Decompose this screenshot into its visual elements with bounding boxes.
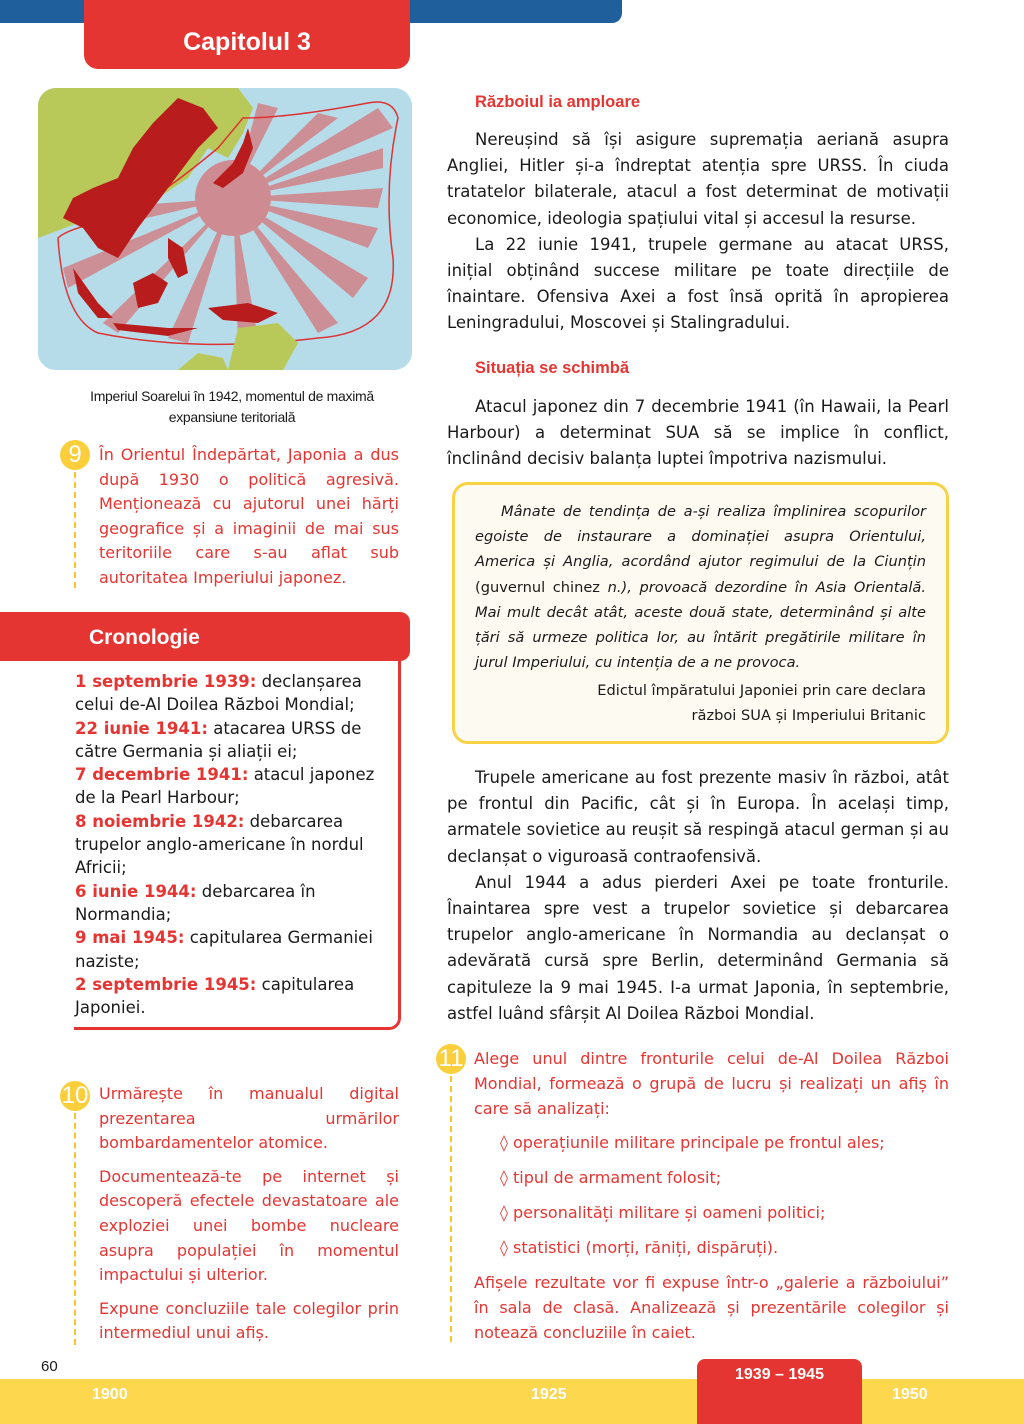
chronology-title: Cronologie [0,612,410,661]
section-3-body [447,765,949,1027]
task-dashed-line [74,1113,76,1345]
task-11-bullet-list [500,1130,949,1260]
quote-source-line: război SUA și Imperiului Britanic [691,707,926,725]
bullet-item [500,1200,949,1225]
body-paragraph: Anul 1944 a adus pierderi Axei pe toate fronturile. Înaintarea spre vest a trupelor sovietice și debarcarea trupelor anglo-americane în Normandia au declanșat o adevărată cursă spre Berlin, determinând Germania să capituleze la 9 mai 1945. I-a urmat Japonia, în septembrie, astfel luând sfârșit Al Doilea Război Mondial. [447,872,949,1023]
diamond-bullet-icon: ◊ [500,1203,508,1222]
chronology-item [75,926,393,973]
chronology-item [75,810,393,880]
timeline-year: 1900 [92,1386,128,1403]
timeline-bar [0,1379,1024,1424]
timeline-year: 1925 [531,1386,567,1403]
chronology-item [75,763,393,810]
chronology-date: 22 iunie 1941: [75,718,208,738]
task-11-outro: Afișele rezultate vor fi expuse într-o „galerie a războiului” în sala de clasă. Analizează și prezentările colegilor și notează concluziile în caiet. [474,1273,949,1342]
historical-source-quote [452,482,949,744]
chronology-list [75,670,393,1019]
task-10-paragraph: Documentează-te pe internet și descoperă efectele devastatoare ale exploziei unei bombe nucleare asupra populației în momentul impactului și ulterior. [99,1166,399,1285]
diamond-bullet-icon: ◊ [500,1133,508,1152]
task-9-text: În Orientul Îndepărtat, Japonia a dus după 1930 o politică agresivă. Menționează cu ajutorul unei hărți geografice și a imaginii de mai sus teritoriile care s-au aflat sub autoritatea Imperiului japonez. [99,445,399,587]
chronology-event: atacarea URSS de către Germania și aliații ei; [75,718,362,761]
section-heading: Războiul ia amploare [475,93,641,111]
body-paragraph: Nereușind să își asigure supremația aeriană asupra Angliei, Hitler și-a îndreptat atenția spre URSS. În ciuda tratatelor bilaterale, atacul a fost determinat de motivații economice, ideologia spațiului vital și accesul la resurse. [447,130,949,228]
chronology-border [398,661,401,1017]
task-dashed-line [74,472,76,588]
diamond-bullet-icon: ◊ [500,1168,508,1187]
task-dashed-line [450,1076,452,1342]
map-caption-line: expansiune teritorială [168,409,296,425]
task-number-badge: 9 [60,440,90,470]
chronology-item [75,973,393,1020]
bullet-item [500,1130,949,1155]
section-1-body [447,127,949,337]
chronology-event: capitularea Germaniei naziste; [75,928,373,971]
task-10 [99,1082,399,1346]
task-11-intro: Alege unul dintre fronturile celui de-Al Doilea Război Mondial, formează o grupă de lucru și realizați un afiș în care să analizați: [474,1049,949,1118]
chronology-item [75,717,393,764]
task-10-paragraph: Urmărește în manualul digital prezentarea urmărilor bombardamentelor atomice. [99,1084,399,1153]
task-9 [99,443,399,591]
quote-fragment: n. [607,578,622,596]
quote-source-line: Edictul împăratului Japoniei prin care declara [597,682,926,700]
body-paragraph: Atacul japonez din 7 decembrie 1941 (în Hawaii, la Pearl Harbour) a determinat SUA să se implice în conflict, înclinând decisiv balanța luptei împotriva nazismului. [447,397,949,469]
bullet-text: personalități militare și oameni politici; [513,1203,826,1222]
chronology-event: atacul japonez de la Pearl Harbour; [75,765,375,808]
quote-fragment: ), provoacă dezordine în Asia Orientală. Mai mult decât atât, aceste două state, determinând și alte țări să urmeze politica lor, au întărit pregătirile militare în jurul Imperiului, cu intenția de a ne provoca. [475,578,926,672]
task-11 [474,1046,949,1345]
quote-fragment: Mânate de tendința de a-și realiza împlinirea scopurilor egoiste de instaurare a dominației asupra Orientului, America și Anglia, acordând ajutor regimului de la Ciunțin [475,503,926,571]
task-number-badge: 10 [61,1082,89,1109]
body-paragraph: Trupele americane au fost prezente masiv în război, atât pe frontul din Pacific, cât și în Europa. În același timp, armatele sovietice au reușit să respingă atacul german și au declanșat o viguroasă contraofensivă. [447,768,949,866]
chapter-title: Capitolul 3 [84,0,410,69]
map-caption-line: Imperiul Soarelui în 1942, momentul de maximă [90,388,374,404]
chronology-date: 9 mai 1945: [75,928,185,948]
timeline-current-period: 1939 – 1945 [697,1359,862,1424]
bullet-item [500,1235,949,1260]
map-caption [62,386,402,428]
chronology-date: 2 septembrie 1945: [75,974,257,994]
chronology-date: 8 noiembrie 1942: [75,811,245,831]
section-heading: Situația se schimbă [475,359,630,377]
chronology-event: declanșarea celui de-Al Doilea Război Mondial; [75,672,362,715]
bullet-text: tipul de armament folosit; [513,1168,722,1187]
chronology-date: 1 septembrie 1939: [75,672,257,691]
map-japanese-empire-icon [38,88,412,370]
task-number-badge: 11 [436,1044,466,1074]
page-number: 60 [41,1358,58,1375]
quote-text [475,499,926,675]
chronology-item [75,670,393,717]
body-paragraph: La 22 iunie 1941, trupele germane au atacat URSS, inițial obținând succese militare pe toate direcțiile de înaintare. Ofensiva Axei a fost însă oprită în apropierea Leningradului, Moscovei și Stalingradului. [447,234,949,333]
task-10-paragraph: Expune concluziile tale colegilor prin intermediul unui afiș. [99,1298,399,1343]
timeline-year: 1950 [892,1386,928,1403]
section-2-body [447,394,949,473]
bullet-item [500,1165,949,1190]
bullet-text: statistici (morți, răniți, dispăruți). [513,1238,779,1257]
chronology-date: 7 decembrie 1941: [75,765,249,785]
chronology-item [75,880,393,927]
chronology-event: debarcarea trupelor anglo-americane în nordul Africii; [75,811,364,878]
bullet-text: operațiunile militare principale pe frontul ales; [513,1133,885,1152]
diamond-bullet-icon: ◊ [500,1238,508,1257]
quote-fragment: (guvernul chinez [475,578,608,596]
chronology-date: 6 iunie 1944: [75,881,197,901]
chronology-event: debarcarea în Normandia; [75,881,316,924]
chronology-event: capitularea Japoniei. [75,974,355,1018]
quote-source [475,678,926,728]
